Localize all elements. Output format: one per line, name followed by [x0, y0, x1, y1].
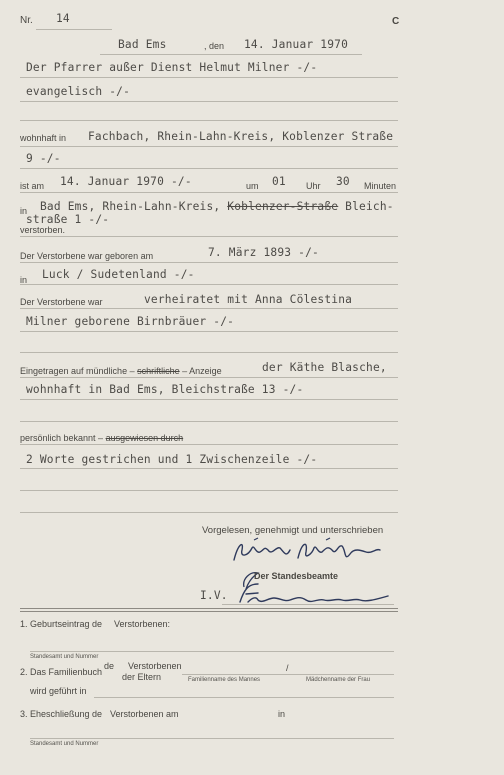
verstorben-label: verstorben.: [20, 225, 66, 235]
read-approved-text: Vorgelesen, genehmigt und unterschrieben: [202, 525, 384, 536]
underline: [20, 146, 398, 147]
underline: [20, 262, 398, 263]
underline: [20, 468, 398, 469]
correction-note: 2 Worte gestrichen und 1 Zwischenzeile -/-: [26, 453, 318, 466]
footer-item2-eltern: der Eltern: [122, 672, 162, 682]
death-place-line2: straße 1 -/-: [26, 213, 110, 226]
residence-label: wohnhaft in: [20, 133, 67, 143]
underline: [20, 421, 398, 422]
underline: [20, 331, 398, 332]
identity-label: persönlich bekannt – ausgewiesen durch: [20, 433, 184, 443]
footer-item3-in: in: [278, 709, 286, 719]
footer-item3-mid: Verstorbenen am: [110, 709, 179, 719]
death-place-line1: Bad Ems, Rhein-Lahn-Kreis, Koblenzer-Straße Bleich-: [40, 200, 394, 213]
struck-street: Koblenzer-Straße: [227, 200, 339, 213]
underline: [94, 697, 394, 698]
residence-line1: Fachbach, Rhein-Lahn-Kreis, Koblenzer Straße: [88, 130, 394, 143]
death-hour: 01: [272, 175, 286, 188]
iv-label: I.V.: [200, 589, 228, 602]
underline: [20, 168, 398, 169]
underline: [30, 651, 394, 652]
religion-line: evangelisch -/-: [26, 85, 131, 98]
underline: [20, 284, 398, 285]
birth-label: Der Verstorbene war geboren am: [20, 251, 154, 261]
footer-item3-sub: Standesamt und Nummer: [30, 741, 99, 747]
signature-underline: [222, 604, 394, 605]
underline: [20, 308, 398, 309]
birth-place: Luck / Sudetenland -/-: [42, 268, 195, 281]
date-underline: [100, 54, 362, 55]
death-minute: 30: [336, 175, 350, 188]
informant-signature: [228, 534, 388, 568]
registrar-label: Der Standesbeamte: [254, 571, 339, 581]
death-place-label: in: [20, 206, 28, 216]
registry-place: Bad Ems: [118, 38, 167, 51]
minuten-label: Minuten: [364, 181, 397, 191]
birth-date: 7. März 1893 -/-: [208, 246, 319, 259]
marital-label: Der Verstorbene war: [20, 297, 103, 307]
section-separator: [20, 608, 398, 609]
section-separator: [20, 611, 398, 612]
footer-item3-label: 3. Eheschließung de: [20, 709, 103, 719]
informant-address: wohnhaft in Bad Ems, Bleichstraße 13 -/-: [26, 383, 304, 396]
death-date: 14. Januar 1970 -/-: [60, 175, 192, 188]
form-code: C: [392, 16, 400, 27]
underline: [20, 377, 398, 378]
underline: [20, 77, 398, 78]
deceased-name-line: Der Pfarrer außer Dienst Helmut Milner -/-: [26, 61, 318, 74]
underline: [20, 236, 398, 237]
footer-item2-sub-a: Familienname des Mannes: [188, 677, 261, 683]
informant-name: der Käthe Blasche,: [262, 361, 387, 374]
underline: [20, 512, 398, 513]
nr-underline: [36, 29, 112, 30]
footer-item2-line2: wird geführt in: [30, 686, 87, 696]
underline: [30, 738, 394, 739]
footer-item2-sub-b: Mädchenname der Frau: [306, 677, 371, 683]
entry-number: 14: [56, 12, 70, 25]
underline: [182, 674, 394, 675]
residence-line2: 9 -/-: [26, 152, 61, 165]
um-label: um: [246, 181, 259, 191]
footer-item1-label: 1. Geburtseintrag de: [20, 619, 103, 629]
uhr-label: Uhr: [306, 181, 321, 191]
nr-label: Nr.: [20, 15, 33, 26]
birth-place-label: in: [20, 275, 28, 285]
registration-label: Eingetragen auf mündliche – schriftliche – Anzeige: [20, 366, 222, 376]
underline: [20, 192, 398, 193]
footer-item2-verst: Verstorbenen: [128, 661, 182, 671]
footer-item1-end: Verstorbenen:: [114, 619, 171, 629]
registry-date: 14. Januar 1970: [244, 38, 349, 51]
registrar-signature: [228, 580, 398, 610]
underline: [20, 120, 398, 121]
footer-item2-de: de: [104, 661, 115, 671]
underline: [20, 352, 398, 353]
footer-item2-label: 2. Das Familienbuch: [20, 667, 103, 677]
underline: [20, 399, 398, 400]
death-date-label: ist am: [20, 181, 45, 191]
marital-line2: Milner geborene Birnbräuer -/-: [26, 315, 235, 328]
underline: [20, 444, 398, 445]
marital-line1: verheiratet mit Anna Cölestina: [144, 293, 353, 306]
date-label: , den: [204, 41, 225, 51]
footer-item2-slash: /: [286, 663, 289, 673]
footer-item1-sub: Standesamt und Nummer: [30, 654, 99, 660]
underline: [20, 101, 398, 102]
underline: [20, 490, 398, 491]
